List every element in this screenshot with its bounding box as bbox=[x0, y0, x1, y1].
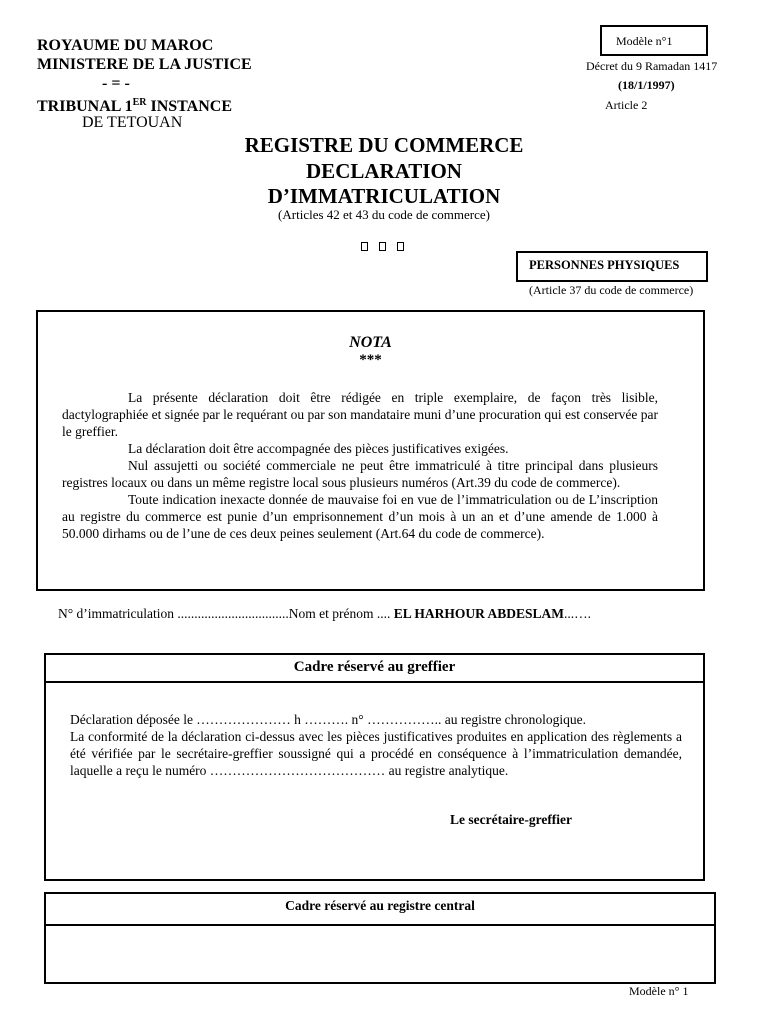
name-label: Nom et prénom .... bbox=[288, 606, 391, 621]
nota-stars: *** bbox=[359, 352, 382, 368]
title-line-2: DECLARATION bbox=[306, 159, 462, 183]
title-subtitle: (Articles 42 et 43 du code de commerce) bbox=[278, 207, 490, 222]
ministry-label: MINISTERE DE LA JUSTICE bbox=[37, 56, 252, 73]
article-label: Article 2 bbox=[605, 98, 648, 112]
decree-date: (18/1/1997) bbox=[618, 78, 675, 92]
category-label: PERSONNES PHYSIQUES bbox=[529, 258, 680, 272]
name-value: EL HARHOUR ABDESLAM bbox=[393, 606, 565, 621]
nota-paragraph-2: La déclaration doit être accompagnée des pièces justificatives exigées. bbox=[128, 441, 509, 456]
nota-paragraph-1: La présente déclaration doit être rédigée en triple exemplaire, de façon très lisible, dactylographiée et signée par le requérant ou par son mandataire muni d’une procuration qui est conservée par le greffier. bbox=[62, 390, 659, 439]
ornament-box-icon bbox=[379, 242, 386, 251]
nota-heading: NOTA bbox=[349, 334, 392, 351]
name-trail: ...…. bbox=[564, 606, 592, 621]
ornament-glyphs bbox=[361, 238, 404, 256]
central-box bbox=[44, 892, 716, 984]
central-divider bbox=[46, 924, 714, 926]
nota-text bbox=[62, 389, 658, 542]
greffier-line-1: Déclaration déposée le ………………… h ………. n° …………….. au registre chronologique. bbox=[70, 712, 587, 727]
greffier-box bbox=[44, 653, 705, 881]
nota-paragraph-3: Nul assujetti ou société commerciale ne peut être immatriculé à titre principal dans plusieurs registres locaux ou dans un même registre local sous plusieurs numéros (Art.39 du code de commerce). bbox=[62, 458, 658, 490]
footer-model: Modèle n° 1 bbox=[629, 984, 689, 998]
title-line-3: D’IMMATRICULATION bbox=[267, 184, 501, 208]
greffier-divider bbox=[46, 681, 703, 683]
immatriculation-number-label: N° d’immatriculation ................................. bbox=[58, 606, 289, 621]
decree-label: Décret du 9 Ramadan 1417 bbox=[586, 59, 718, 73]
ornament-box-icon bbox=[397, 242, 404, 251]
greffier-heading: Cadre réservé au greffier bbox=[293, 659, 456, 675]
category-article: (Article 37 du code de commerce) bbox=[529, 283, 694, 297]
greffier-signature: Le secrétaire-greffier bbox=[450, 812, 573, 827]
category-box bbox=[516, 251, 708, 282]
greffier-text bbox=[70, 711, 682, 779]
tribunal-label: TRIBUNAL 1ER INSTANCE bbox=[37, 97, 232, 115]
ornament-box-icon bbox=[361, 242, 368, 251]
kingdom-label: ROYAUME DU MAROC bbox=[37, 37, 214, 54]
nota-paragraph-4: Toute indication inexacte donnée de mauvaise foi en vue de l’immatriculation ou de L’inscription au registre du commerce est punie d’un emprisonnement d’un mois à un an et d’une amende de 1.000 à 50.000 dirhams ou de l’une de ces deux peines seulement (Art.64 du code de commerce). bbox=[62, 492, 658, 541]
title-line-1: REGISTRE DU COMMERCE bbox=[244, 133, 524, 157]
model-box-label: Modèle n°1 bbox=[616, 34, 673, 48]
greffier-body: La conformité de la déclaration ci-dessus avec les pièces justificatives produites en application des règlements a été vérifiée par le secrétaire-greffier soussigné qui a procédé en conséquence à l’immatriculation demandée, laquelle a reçu le numéro ………………………………… au registre analytique. bbox=[70, 729, 682, 778]
nota-box bbox=[36, 310, 705, 591]
separator-label: - = - bbox=[102, 75, 130, 92]
model-box bbox=[600, 25, 708, 56]
central-heading: Cadre réservé au registre central bbox=[285, 898, 475, 913]
city-label: DE TETOUAN bbox=[82, 114, 183, 131]
immatriculation-line bbox=[58, 605, 591, 622]
